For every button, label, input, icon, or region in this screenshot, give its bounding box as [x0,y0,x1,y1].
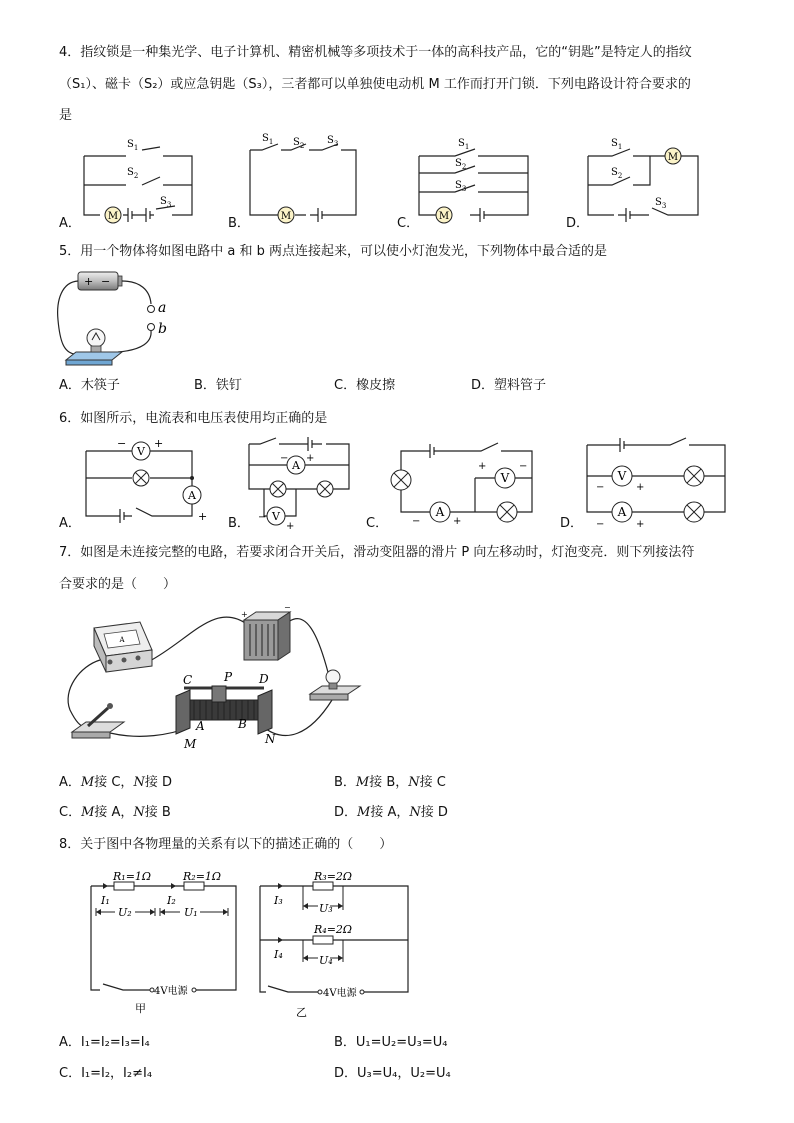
q6-stem: 6．如图所示，电流表和电压表使用均正确的是 [59,411,328,426]
q5-option-b[interactable]: B．铁钉 [194,378,242,393]
q7-label-b: B [238,717,247,731]
q6-a-ammeter: A [188,489,196,502]
svg-text:−: − [284,603,291,612]
q8-yi-caption: 乙 [296,1006,307,1019]
q8-circuit-yi [260,870,408,1019]
q4-a-motor-label: M [107,211,119,222]
q8-jia-caption: 甲 [135,1002,146,1015]
svg-text:+: + [453,516,462,527]
q4-option-c[interactable]: C． [397,216,420,231]
q8-jia-source: 4V电源 [154,986,188,997]
q7-option-c[interactable]: C．M接 A，N接 B [59,805,171,820]
q8-u1-label: U₁ [184,906,198,919]
q7-label-n: N [265,732,276,746]
svg-text:−: − [258,512,267,523]
q8-r1-label: R₁=1Ω [113,870,152,883]
q5-stem: 5．用一个物体将如图电路中 a 和 b 两点连接起来，可以使小灯泡发光，下列物体中最合适的是 [59,244,608,259]
q4-stem-line2: （S₁）、磁卡（S₂）或应急钥匙（S₃），三者都可以单独使电动机 M 工作而打开门锁．下列电路设计符合要求的 [59,77,691,92]
svg-text:+: + [306,453,315,464]
q8-stem: 8．关于图中各物理量的关系有以下的描述正确的（ ） [59,837,393,852]
q7-stem-line2: 合要求的是（ ） [59,577,177,592]
q4-option-d[interactable]: D． [566,216,590,231]
svg-text:+: + [478,461,487,472]
q6-option-d[interactable]: D． [560,516,584,531]
q7-ammeter-label: A [119,636,125,644]
q5-option-a[interactable]: A．木筷子 [59,378,120,393]
q8-u2-label: U₂ [118,906,132,919]
q8-option-d[interactable]: D．U₃=U₄，U₂=U₄ [334,1066,451,1081]
svg-text:+: + [154,437,164,450]
q8-r2-label: R₂=1Ω [183,870,222,883]
q4-stem-line1: 4．指纹锁是一种集光学、电子计算机、精密机械等多项技术于一体的高科技产品，它的“钥匙”是特定人的指纹 [59,45,692,60]
q6-c-voltmeter: V [500,471,510,485]
q6-option-c[interactable]: C． [366,516,389,531]
svg-text:+: + [286,521,295,532]
q4-c-motor-label: M [438,211,450,222]
q8-yi-source: 4V电源 [323,988,357,999]
q4-a-s2-label: $S_2$ [127,167,139,180]
q4-option-b[interactable]: B． [228,216,250,231]
q8-r3-label: R₃=2Ω [314,870,353,883]
svg-text:+: + [241,610,248,619]
svg-text:+: + [636,519,645,530]
q5-option-d[interactable]: D．塑料管子 [471,378,547,393]
q7-label-c: C [183,673,193,687]
q7-option-a[interactable]: A．M接 C，N接 D [59,775,172,790]
q4-b-s3-label: $S_3$ [327,135,339,148]
q7-option-b[interactable]: B．M接 B，N接 C [334,775,446,790]
q4-a-s3-label: $S_3$ [160,196,172,209]
q8-option-a[interactable]: A．I₁=I₂=I₃=I₄ [59,1035,150,1050]
svg-text:−: − [519,461,528,472]
q4-c-s2-label: $S_2$ [455,158,467,171]
q8-i1-label: I₁ [101,894,110,907]
q7-label-d: D [259,672,269,686]
q4-a-s1-label: $S_1$ [127,139,139,152]
q7-option-d[interactable]: D．M接 A，N接 D [334,805,448,820]
q5-battery-minus: − [101,275,111,288]
q4-stem-line3: 是 [59,108,73,123]
q8-i4-label: I₄ [274,948,283,961]
svg-text:−: − [117,437,127,450]
q4-d-s1-label: $S_1$ [611,138,623,151]
q8-i2-label: I₂ [167,894,176,907]
q6-b-ammeter: A [292,459,300,472]
q5-point-b: b [158,321,167,337]
q7-label-p: P [224,670,233,684]
q6-a-voltmeter: V [137,445,145,458]
q6-c-ammeter: A [435,505,445,519]
q6-d-voltmeter: V [617,469,627,483]
q8-r4-label: R₄=2Ω [314,923,353,936]
q8-u4-label: U₄ [319,954,333,967]
q7-label-m: M [184,737,197,751]
q6-option-b[interactable]: B． [228,516,250,531]
q4-b-s2-label: $S_2$ [293,137,305,150]
q4-b-motor-label: M [280,211,292,222]
q4-c-s1-label: $S_1$ [458,138,470,151]
svg-text:+: + [636,482,645,493]
svg-text:−: − [596,482,605,493]
q7-stem-line1: 7．如图是未连接完整的电路，若要求闭合开关后，滑动变阻器的滑片 P 向左移动时，灯泡变亮．则下列接法符 [59,545,695,560]
q7-label-a: A [196,719,205,733]
q5-option-c[interactable]: C．橡皮擦 [334,378,396,393]
svg-text:−: − [280,453,289,464]
q8-option-b[interactable]: B．U₁=U₂=U₃=U₄ [334,1035,448,1050]
q6-b-voltmeter: V [272,510,280,523]
q6-option-a[interactable]: A． [59,516,81,531]
q4-option-a[interactable]: A． [59,216,81,231]
q6-d-ammeter: A [617,505,627,519]
q4-b-s1-label: $S_1$ [262,133,274,146]
svg-text:−: − [412,516,421,527]
svg-text:−: − [596,519,605,530]
q8-u3-label: U₃ [319,902,333,915]
q4-d-s2-label: $S_2$ [611,167,623,180]
q4-d-motor-label: M [667,152,679,163]
q4-c-s3-label: $S_3$ [455,180,467,193]
q8-circuit-jia [91,870,236,1015]
q8-i3-label: I₃ [274,894,283,907]
q4-d-s3-label: $S_3$ [655,197,667,210]
q5-point-a: a [158,300,167,316]
q8-option-c[interactable]: C．I₁=I₂，I₂≠I₄ [59,1066,153,1081]
q5-battery-plus: + [84,275,94,288]
svg-text:+: + [198,510,208,523]
